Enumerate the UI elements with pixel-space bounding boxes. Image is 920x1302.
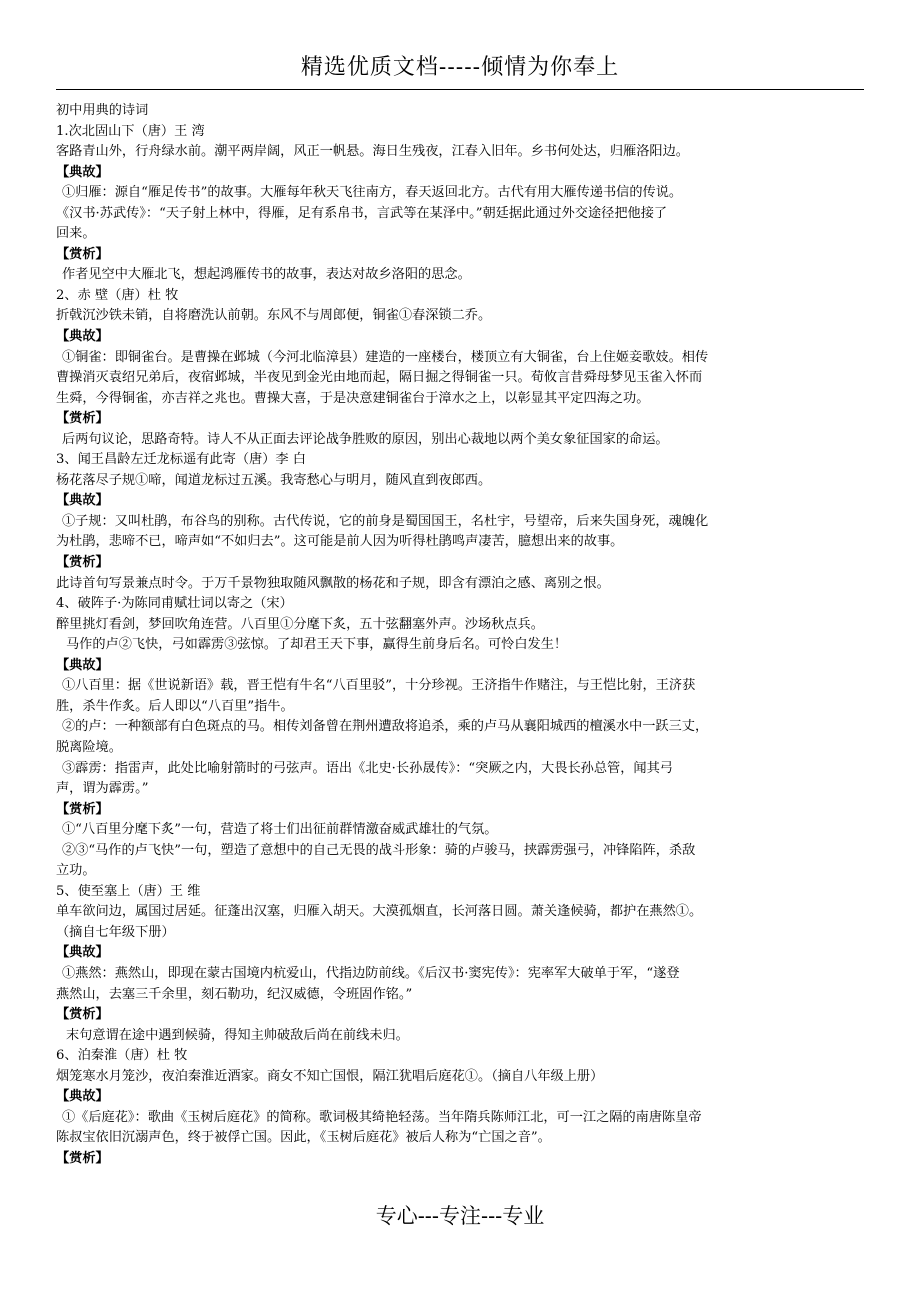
poem-title: 3、闻王昌龄左迁龙标遥有此寄（唐）李 白 — [56, 452, 306, 468]
allusion-text: ①八百里：据《世说新语》载，晋王恺有牛名“八百里驳”，十分珍视。王济指牛作赌注，与王恺比射，王济获 — [62, 678, 696, 694]
appreciation-text: ②③“马作的卢飞快”一句，塑造了意想中的自己无畏的战斗形象：骑的卢骏马，挟霹雳强弓，冲锋陷阵，杀敌 — [62, 842, 696, 858]
appreciation-text: 末句意谓在途中遇到候骑，得知主帅破敌后尚在前线未归。 — [66, 1027, 409, 1043]
poem-text: 杨花落尽子规①啼，闻道龙标过五溪。我寄愁心与明月，随风直到夜郎西。 — [56, 472, 492, 488]
poem-text: 折戟沉沙铁未销，自将磨洗认前朝。东风不与周郎便，铜雀①春深锁二乔。 — [56, 308, 492, 324]
poem-text: 单车欲问边，属国过居延。征蓬出汉塞，归雁入胡天。大漠孤烟直，长河落日圆。萧关逢候骑，都护在燕然①。 — [56, 904, 703, 920]
section-label-appreciation: 【赏析】 — [56, 1150, 109, 1166]
allusion-text: 声，谓为霹雳。” — [56, 781, 149, 797]
appreciation-text: 此诗首句写景兼点时令。于万千景物独取随风飘散的杨花和子规，即含有漂泊之感、离别之恨。 — [56, 575, 610, 591]
allusion-text: 生舜，今得铜雀，亦吉祥之兆也。曹操大喜，于是决意建铜雀台于漳水之上，以彰显其平定四海之功。 — [56, 390, 650, 406]
section-label-appreciation: 【赏析】 — [56, 1007, 109, 1023]
appreciation-text: 作者见空中大雁北飞，想起鸿雁传书的故事，表达对故乡洛阳的思念。 — [62, 267, 471, 283]
poem-title: 5、使至塞上（唐）王 维 — [56, 883, 201, 899]
section-label-allusion: 【典故】 — [56, 1089, 109, 1105]
allusion-text: 回来。 — [56, 226, 96, 242]
poem-title: 1.次北固山下（唐）王 湾 — [56, 123, 205, 139]
allusion-text: 《汉书·苏武传》：“天子射上林中，得雁，足有系帛书，言武等在某泽中。”朝廷据此通过外交途径把他接了 — [56, 205, 668, 221]
section-label-appreciation: 【赏析】 — [56, 246, 109, 262]
allusion-text: 胜，杀牛作炙。后人即以“八百里”指牛。 — [56, 698, 294, 714]
allusion-text: ①燕然：燕然山，即现在蒙古国境内杭爱山，代指边防前线。《后汉书·窦宪传》：宪率军大破单于军，“遂登 — [62, 965, 680, 981]
poem-title: 6、泊秦淮（唐）杜 牧 — [56, 1048, 188, 1064]
allusion-text: 曹操消灭袁绍兄弟后，夜宿邺城，半夜见到金光由地而起，隔日掘之得铜雀一只。荀攸言昔舜母梦见玉雀入怀而 — [56, 370, 703, 386]
allusion-text: ①子规：又叫杜鹃，布谷鸟的别称。古代传说，它的前身是蜀国国王，名杜宇，号望帝，后来失国身死，魂魄化 — [62, 513, 709, 529]
allusion-text: 燕然山，去塞三千余里，刻石勒功，纪汉威德，令班固作铭。” — [56, 986, 413, 1002]
section-label-allusion: 【典故】 — [56, 164, 109, 180]
allusion-text: ②的卢：一种额部有白色斑点的马。相传刘备曾在荆州遭敌将追杀，乘的卢马从襄阳城西的檀溪水中一跃三丈， — [62, 719, 709, 735]
section-label-allusion: 【典故】 — [56, 329, 109, 345]
page-header-title: 精选优质文档-----倾情为你奉上 — [300, 55, 620, 80]
appreciation-text: 后两句议论，思路奇特。诗人不从正面去评论战争胜败的原因，别出心裁地以两个美女象征国家的命运。 — [62, 431, 669, 447]
page-footer-text: 专心---专注---专业 — [375, 1204, 545, 1228]
section-label-appreciation: 【赏析】 — [56, 555, 109, 571]
section-label-appreciation: 【赏析】 — [56, 801, 109, 817]
poem-title: 4、破阵子·为陈同甫赋壮词以寄之（宋） — [56, 596, 293, 612]
poem-text: 醉里挑灯看剑，梦回吹角连营。八百里①分麾下炙，五十弦翻塞外声。沙场秋点兵。 — [56, 616, 544, 632]
allusion-text: ①《后庭花》：歌曲《玉树后庭花》的简称。歌词极其绮艳轻荡。当年隋兵陈师江北，可一江之隔的南唐陈皇帝 — [62, 1109, 702, 1125]
source-note: （摘自七年级下册） — [56, 924, 175, 940]
poem-text: 马作的卢②飞快，弓如霹雳③弦惊。了却君王天下事，赢得生前身后名。可怜白发生！ — [66, 637, 568, 653]
section-label-allusion: 【典故】 — [56, 657, 109, 673]
section-label-appreciation: 【赏析】 — [56, 411, 109, 427]
poem-text: 烟笼寒水月笼沙，夜泊秦淮近酒家。商女不知亡国恨，隔江犹唱后庭花①。（摘自八年级上册） — [56, 1068, 604, 1084]
allusion-text: 脱离险境。 — [56, 739, 122, 755]
allusion-text: 为杜鹃，悲啼不已，啼声如“不如归去”。这可能是前人因为听得杜鹃鸣声凄苦，臆想出来的故事。 — [56, 534, 624, 550]
section-label-allusion: 【典故】 — [56, 945, 109, 961]
poem-title: 2、赤 壁（唐）杜 牧 — [56, 287, 179, 303]
section-label-allusion: 【典故】 — [56, 493, 109, 509]
allusion-text: ①归雁：源自“雁足传书”的故事。大雁每年秋天飞往南方，春天返回北方。古代有用大雁传递书信的传说。 — [62, 185, 683, 201]
document-body — [56, 101, 862, 1169]
allusion-text: ③霹雳：指雷声，此处比喻射箭时的弓弦声。语出《北史·长孙晟传》：“突厥之内，大畏长孙总管，闻其弓 — [62, 760, 673, 776]
header-divider — [56, 89, 864, 90]
allusion-text: 陈叔宝依旧沉溺声色，终于被俘亡国。因此，《玉树后庭花》被后人称为“亡国之音”。 — [56, 1130, 551, 1146]
poem-text: 客路青山外，行舟绿水前。潮平两岸阔，风正一帆悬。海日生残夜，江春入旧年。乡书何处达，归雁洛阳边。 — [56, 144, 689, 160]
allusion-text: ①铜雀：即铜雀台。是曹操在邺城（今河北临漳县）建造的一座楼台，楼顶立有大铜雀，台上住姬妾歌妓。相传 — [62, 349, 709, 365]
appreciation-text: 立功。 — [56, 863, 96, 879]
document-heading: 初中用典的诗词 — [56, 103, 149, 118]
appreciation-text: ①“八百里分麾下炙”一句，营造了将士们出征前群情激奋威武雄壮的气氛。 — [62, 822, 498, 838]
